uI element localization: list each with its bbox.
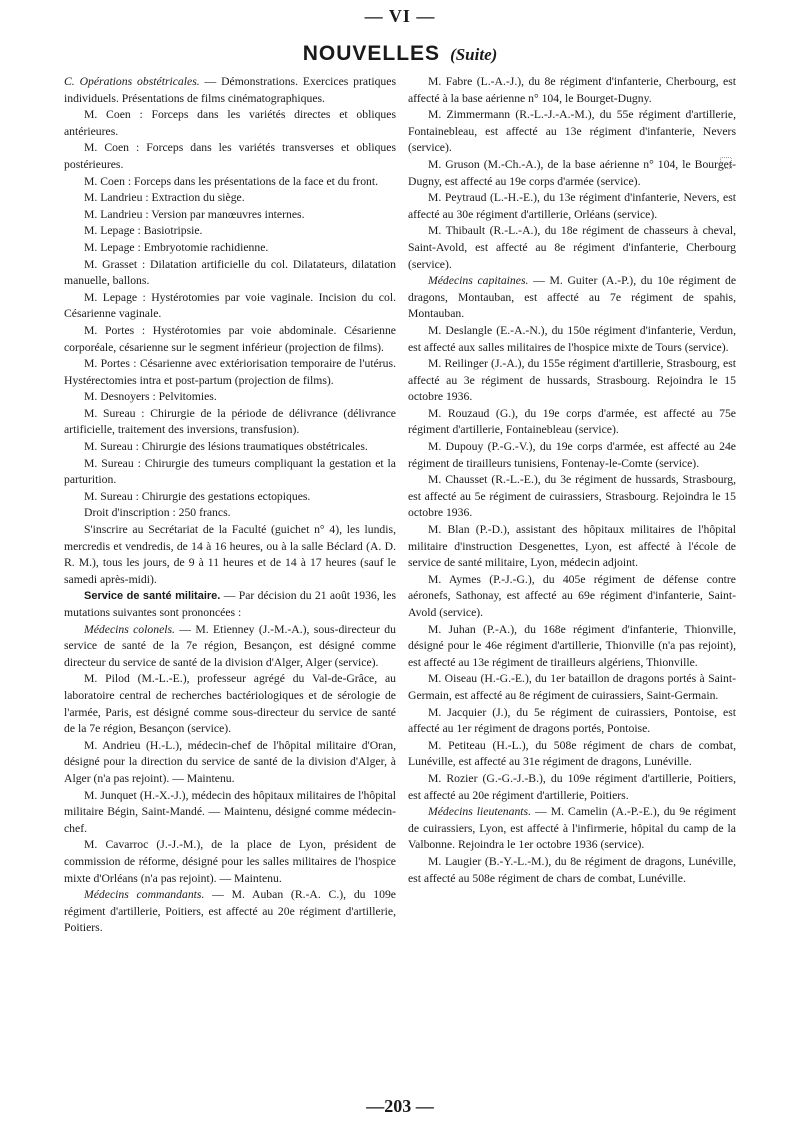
paragraph-lead: Médecins capitaines. [428, 274, 529, 288]
section-title: NOUVELLES [302, 42, 441, 65]
printer-mark-icon [720, 157, 732, 169]
paragraph [64, 290, 396, 323]
paragraph-lead: Médecins commandants. [84, 888, 205, 902]
paragraph [408, 738, 736, 771]
paragraph [64, 439, 396, 456]
paragraph [408, 439, 736, 472]
paragraph [64, 240, 396, 257]
paragraph-text: M. Peytraud (L.-H.-E.), du 13e régiment d'infanterie, Nevers, est affecté au 30e régiment d'artillerie, Orléans (service). [408, 191, 736, 221]
paragraph [64, 257, 396, 290]
paragraph-text: — M. Auban (R.-A. C.), du 109e régiment d'artillerie, Poitiers, est affecté au 20e régiment d'artillerie, Poitiers. [64, 888, 396, 935]
paragraph-text: M. Gruson (M.-Ch.-A.), de la base aérienne n° 104, le Bourget-Dugny, est affecté au 19e corps d'armée (service). [408, 157, 736, 188]
paragraph-text: M. Oiseau (H.-G.-E.), du 1er bataillon de dragons portés à Saint-Germain, est affecté au 8e régiment de cuirassiers, Saint-Germain. [408, 672, 736, 702]
paragraph-text: M. Landrieu : Version par manœuvres internes. [84, 207, 305, 221]
paragraph-text: M. Pilod (M.-L.-E.), professeur agrégé du Val-de-Grâce, au laboratoire central de recherches bactériologiques et de sérologie de l'armée, Paris, est désigné comme sous-directeur du service de santé de la 7e région, Besançon (service). [64, 672, 396, 736]
paragraph-text: M. Coen : Forceps dans les variétés transverses et obliques postérieures. [64, 141, 396, 171]
paragraph [64, 788, 396, 838]
paragraph-text: M. Sureau : Chirurgie des gestations ectopiques. [84, 489, 311, 503]
paragraph-lead: Médecins lieutenants. [428, 805, 532, 819]
paragraph [408, 323, 736, 356]
paragraph [64, 588, 396, 621]
paragraph-text: M. Chausset (R.-L.-E.), du 3e régiment de hussards, Strasbourg, est affecté au 5e régiment de cuirassiers, Strasbourg. Rejoindra le 15 octobre 1936. [408, 473, 736, 520]
paragraph [64, 738, 396, 788]
left-column [64, 74, 396, 937]
paragraph-lead: C. Opérations obstétricales. [64, 75, 200, 88]
paragraph [64, 522, 396, 588]
paragraph-text: M. Rozier (G.-G.-J.-B.), du 109e régiment d'artillerie, Poitiers, est affecté au 20e régiment d'artillerie, Poitiers. [408, 771, 736, 802]
paragraph-text: M. Rouzaud (G.), du 19e corps d'armée, est affecté au 75e régiment d'artillerie, Fontainebleau (service). [408, 406, 736, 437]
paragraph-text: M. Sureau : Chirurgie de la période de délivrance (délivrance artificielle, traitement des inversions, transfusion). [64, 406, 396, 437]
paragraph [64, 190, 396, 207]
paragraph-text: M. Lepage : Basiotripsie. [84, 224, 203, 238]
paragraph-text: M. Coen : Forceps dans les présentations de la face et du front. [84, 174, 379, 188]
paragraph [408, 356, 736, 406]
paragraph-text: S'inscrire au Secrétariat de la Faculté (guichet n° 4), les lundis, mercredis et vendredis, de 14 à 16 heures, ou à la salle Béclard (A. D. R. M.), tous les jours, de 9 à 11 heures et de 14 à 17 heures (sauf le samedi après-midi). [64, 523, 396, 586]
paragraph [408, 190, 736, 223]
paragraph-text: M. Aymes (P.-J.-G.), du 405e régiment de défense contre aéronefs, Sathonay, est affecté au 69e régiment d'infanterie, Saint-Avold (service). [408, 572, 736, 619]
paragraph-text: M. Thibault (R.-L.-A.), du 18e régiment de chasseurs à cheval, Saint-Avold, est affecté au 8e régiment d'infanterie, Cherbourg (service). [408, 224, 736, 271]
paragraph [408, 472, 736, 522]
paragraph [408, 671, 736, 704]
paragraph-text: M. Laugier (B.-Y.-L.-M.), du 8e régiment de dragons, Lunéville, est affecté au 508e régiment de chars de combat, Lunéville. [408, 854, 736, 885]
paragraph-text: M. Junquet (H.-X.-J.), médecin des hôpitaux militaires de l'hôpital militaire Bégin, Saint-Mandé. — Maintenu, désigné comme médecin-chef. [64, 788, 396, 835]
paragraph [408, 771, 736, 804]
paragraph-text: M. Grasset : Dilatation artificielle du col. Dilatateurs, dilatation manuelle, ballons. [64, 257, 396, 288]
paragraph-text: Droit d'inscription : 250 francs. [84, 506, 231, 520]
paragraph-text: M. Lepage : Hystérotomies par voie vaginale. Incision du col. Césarienne vaginale. [64, 290, 396, 321]
paragraph-text: M. Dupouy (P.-G.-V.), du 19e corps d'armée, est affecté au 24e régiment de tirailleurs tunisiens, Fontenay-le-Comte (service). [408, 440, 736, 470]
paragraph-text: — Démonstrations. Exercices pratiques individuels. Présentations de films cinématographiques. [64, 75, 396, 105]
paragraph [64, 356, 396, 389]
paragraph-text: M. Coen : Forceps dans les variétés directes et obliques antérieures. [64, 108, 396, 138]
paragraph-text: M. Reilinger (J.-A.), du 155e régiment d'artillerie, Strasbourg, est affecté au 3e régiment de hussards, Strasbourg. Rejoindra le 15 octobre 1936. [408, 357, 736, 404]
paragraph-text: M. Zimmermann (R.-L.-J.-A.-M.), du 55e régiment d'artillerie, Fontainebleau, est affecté au 13e régiment d'infanterie, Nevers (service). [408, 108, 736, 155]
paragraph [64, 622, 396, 672]
paragraph-text: — Par décision du 21 août 1936, les mutations suivantes sont prononcées : [64, 589, 396, 619]
paragraph-text: — M. Guiter (A.-P.), du 10e régiment de dragons, Montauban, est affecté au 7e régiment de spahis, Montauban. [408, 274, 737, 321]
paragraph [64, 323, 396, 356]
paragraph [408, 406, 736, 439]
paragraph [64, 837, 396, 887]
paragraph [408, 572, 736, 622]
section-title-suffix: (Suite) [450, 45, 498, 64]
page-number: —203 — [366, 1096, 434, 1116]
paragraph [64, 489, 396, 506]
paragraph [408, 157, 736, 190]
paragraph [408, 107, 736, 157]
paragraph-text: M. Petiteau (H.-L.), du 508e régiment de chars de combat, Lunéville, est affecté au 31e régiment de dragons, Lunéville. [408, 738, 736, 769]
paragraph-text: M. Sureau : Chirurgie des lésions traumatiques obstétricales. [84, 440, 368, 454]
paragraph-lead: Médecins colonels. [84, 622, 175, 636]
paragraph-text: M. Sureau : Chirurgie des tumeurs compliquant la gestation et la parturition. [64, 456, 396, 487]
paragraph-text: — M. Camelin (A.-P.-E.), du 9e régiment de cuirassiers, Lyon, est affecté à l'infirmerie, hôpital du camp de la Valbonne. Rejoindra le 1er octobre 1936 (service). [408, 805, 736, 852]
paragraph-text: M. Landrieu : Extraction du siège. [84, 191, 245, 205]
paragraph-heading: Service de santé militaire. [84, 590, 221, 603]
paragraph [64, 456, 396, 489]
paragraph-text: M. Jacquier (J.), du 5e régiment de cuirassiers, Pontoise, est affecté au 1er régiment de dragons portés, Pontoise. [408, 705, 736, 736]
paragraph [408, 705, 736, 738]
paragraph-text: M. Juhan (P.-A.), du 168e régiment d'infanterie, Thionville, désigné pour le 46e régiment d'artillerie, Thionville (n'a pas rejoint), est affecté au 13e régiment de tirailleurs algériens, Thionville. [408, 622, 736, 669]
paragraph-text: M. Desnoyers : Pelvitomies. [84, 390, 217, 404]
paragraph [64, 671, 396, 737]
paragraph [64, 174, 396, 191]
paragraph-text: M. Portes : Hystérotomies par voie abdominale. Césarienne corporéale, césarienne sur le segment inférieur (projection de films). [64, 323, 396, 354]
paragraph [408, 74, 736, 107]
paragraph [64, 74, 396, 107]
paragraph [408, 804, 736, 854]
section-heading [0, 42, 800, 66]
paragraph [64, 207, 396, 224]
paragraph-text: M. Blan (P.-D.), assistant des hôpitaux militaires de l'hôpital militaire d'instruction Desgenettes, Lyon, est affecté à l'école de service de santé militaire, Lyon, médecin adjoint. [408, 523, 736, 570]
paragraph [64, 887, 396, 937]
paragraph-text: M. Fabre (L.-A.-J.), du 8e régiment d'infanterie, Cherbourg, est affecté à la base aérienne n° 104, le Bourget-Dugny. [408, 75, 736, 105]
paragraph-text: M. Andrieu (H.-L.), médecin-chef de l'hôpital militaire d'Oran, désigné pour la direction du service de santé de la division d'Alger, à Alger (n'a pas rejoint). — Maintenu. [64, 738, 396, 785]
paragraph [408, 273, 736, 323]
paragraph [408, 223, 736, 273]
paragraph [408, 854, 736, 887]
paragraph [64, 389, 396, 406]
paragraph [64, 406, 396, 439]
paragraph-text: — M. Etienney (J.-M.-A.), sous-directeur du service de santé de la 7e région, Besançon, est désigné comme directeur du service de santé de la division d'Alger, Alger (service). [64, 622, 396, 669]
paragraph [64, 107, 396, 140]
paragraph [64, 140, 396, 173]
paragraph [64, 505, 396, 522]
paragraph [408, 622, 736, 672]
paragraph-text: M. Cavarroc (J.-J.-M.), de la place de Lyon, président de commission de réforme, désigné pour les salles militaires de l'hospice mixte d'Orléans (n'a pas rejoint). — Maintenu. [64, 838, 396, 885]
paragraph [408, 522, 736, 572]
paragraph-text: M. Portes : Césarienne avec extériorisation temporaire de l'utérus. Hystérectomies intra et post-partum (projection de films). [64, 357, 396, 387]
right-column [408, 74, 736, 887]
paragraph-text: M. Lepage : Embryotomie rachidienne. [84, 240, 269, 254]
page-roman-numeral: — VI — [364, 6, 436, 26]
paragraph [64, 223, 396, 240]
paragraph-text: M. Deslangle (E.-A.-N.), du 150e régiment d'infanterie, Verdun, est affecté aux salles militaires de l'hospice mixte de Tours (service). [408, 323, 736, 354]
